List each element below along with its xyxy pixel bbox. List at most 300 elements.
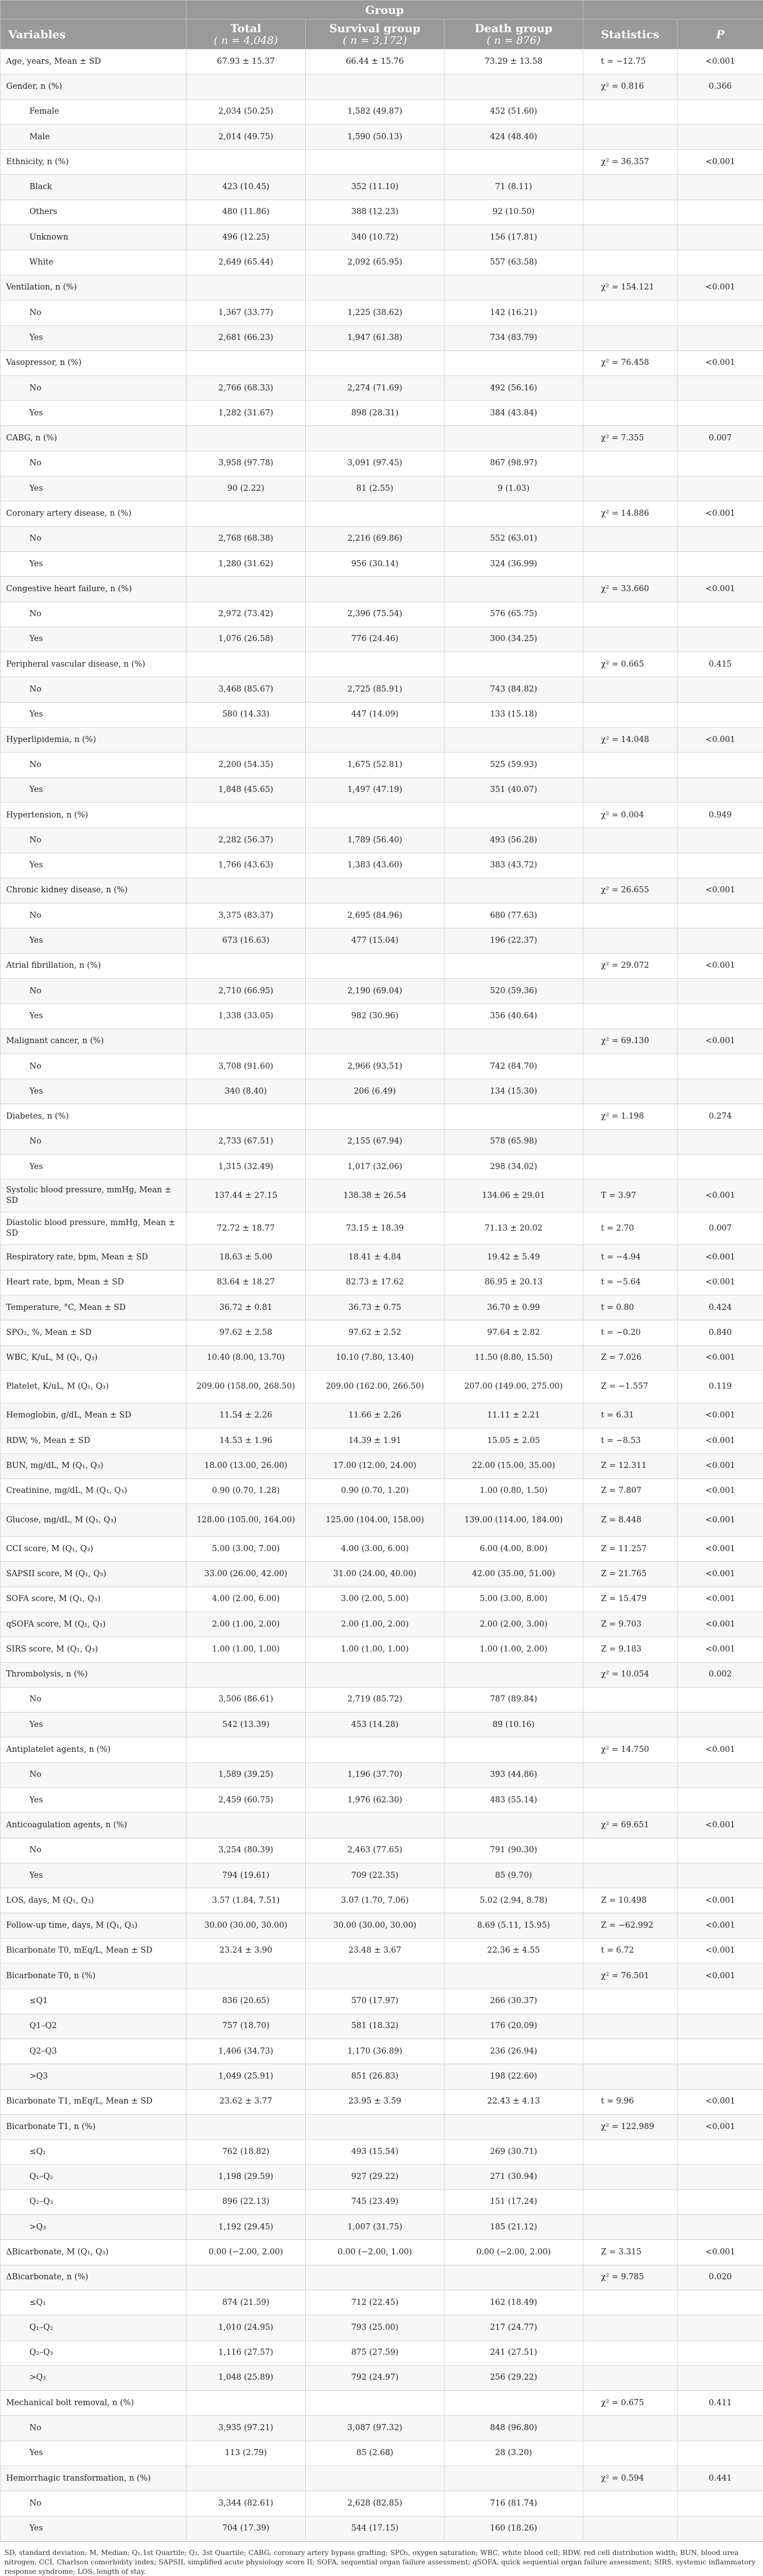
cell-survival: 570 (17.97) — [306, 1989, 444, 2014]
cell-death — [444, 1029, 583, 1054]
table-row — [1, 501, 763, 526]
cell-death — [444, 577, 583, 602]
cell-survival: 125.00 (104.00, 158.00) — [306, 1504, 444, 1537]
cell-p-value — [678, 451, 763, 476]
table-row — [1, 2290, 763, 2315]
cell-survival: 10.10 (7.80, 13.40) — [306, 1345, 444, 1370]
cell-total: 4.00 (2.00, 6.00) — [186, 1587, 306, 1612]
cell-total: 580 (14.33) — [186, 702, 306, 727]
cell-survival: 447 (14.09) — [306, 702, 444, 727]
cell-death: 151 (17.24) — [444, 2189, 583, 2214]
cell-p-value: <0.001 — [678, 150, 763, 175]
cell-p-value — [678, 2315, 763, 2340]
table-row — [1, 2165, 763, 2189]
cell-statistics: χ² = 36.357 — [583, 150, 678, 175]
cell-variable: ≤Q1 — [1, 1989, 186, 2014]
cell-statistics — [583, 526, 678, 551]
cell-survival — [306, 728, 444, 753]
cell-total — [186, 2265, 306, 2290]
cell-statistics — [583, 2014, 678, 2039]
cell-survival: 1,590 (50.13) — [306, 124, 444, 149]
cell-variable: >Q₃ — [1, 2365, 186, 2390]
cell-statistics — [583, 175, 678, 200]
cell-variable: Systolic blood pressure, mmHg, Mean ± SD — [1, 1180, 186, 1212]
cell-death: 6.00 (4.00, 8.00) — [444, 1537, 583, 1562]
cell-survival — [306, 577, 444, 602]
cell-death: 86.95 ± 20.13 — [444, 1270, 583, 1295]
cell-total: 1,406 (34.73) — [186, 2039, 306, 2064]
cell-p-value: <0.001 — [678, 577, 763, 602]
cell-p-value — [678, 1989, 763, 2014]
table-row — [1, 1713, 763, 1737]
cell-p-value: <0.001 — [678, 1938, 763, 1963]
cell-death: 89 (10.16) — [444, 1713, 583, 1737]
cell-statistics: Z = 3.315 — [583, 2240, 678, 2265]
cell-survival: 2,274 (71.69) — [306, 375, 444, 400]
cell-survival — [306, 2114, 444, 2139]
cell-total — [186, 802, 306, 827]
cell-survival: 1,976 (62.30) — [306, 1788, 444, 1813]
cell-p-value: <0.001 — [678, 1403, 763, 1428]
cell-variable: Diabetes, n (%) — [1, 1104, 186, 1129]
cell-variable: Female — [1, 99, 186, 124]
cell-statistics — [583, 903, 678, 928]
table-row — [1, 2265, 763, 2290]
cell-death: 36.70 ± 0.99 — [444, 1295, 583, 1320]
cell-survival: 206 (6.49) — [306, 1079, 444, 1104]
table-row — [1, 476, 763, 501]
cell-p-value — [678, 2516, 763, 2541]
cell-total — [186, 2114, 306, 2139]
cell-survival: 82.73 ± 17.62 — [306, 1270, 444, 1295]
cell-survival: 544 (17.15) — [306, 2516, 444, 2541]
cell-statistics — [583, 1989, 678, 2014]
cell-survival: 1,789 (56.40) — [306, 828, 444, 853]
cell-variable: No — [1, 1838, 186, 1863]
table-row — [1, 175, 763, 200]
cell-p-value — [678, 853, 763, 878]
table-row — [1, 577, 763, 602]
cell-death: 848 (96.80) — [444, 2416, 583, 2441]
cell-total: 3.57 (1.84, 7.51) — [186, 1888, 306, 1913]
table-row — [1, 1054, 763, 1079]
cell-total: 874 (21.59) — [186, 2290, 306, 2315]
cell-death: 156 (17.81) — [444, 225, 583, 250]
table-row — [1, 526, 763, 551]
cell-death: 452 (51.60) — [444, 99, 583, 124]
cell-variable: Hemoglobin, g/dL, Mean ± SD — [1, 1403, 186, 1428]
cell-p-value — [678, 1762, 763, 1787]
cell-total: 480 (11.86) — [186, 200, 306, 225]
cell-death — [444, 275, 583, 300]
cell-death: 2.00 (2.00, 3.00) — [444, 1612, 583, 1637]
cell-survival: 3,087 (97.32) — [306, 2416, 444, 2441]
cell-total: 36.72 ± 0.81 — [186, 1295, 306, 1320]
table-row — [1, 928, 763, 953]
cell-death: 483 (55.14) — [444, 1788, 583, 1813]
cell-death: 160 (18.26) — [444, 2516, 583, 2541]
cell-survival: 927 (29.22) — [306, 2165, 444, 2189]
cell-statistics — [583, 1788, 678, 1813]
cell-death: 576 (65.75) — [444, 602, 583, 627]
cell-total: 11.54 ± 2.26 — [186, 1403, 306, 1428]
cell-statistics — [583, 753, 678, 778]
cell-total: 794 (19.61) — [186, 1863, 306, 1888]
cell-variable: Ventilation, n (%) — [1, 275, 186, 300]
header-blank-left — [1, 1, 186, 19]
cell-survival: 17.00 (12.00, 24.00) — [306, 1454, 444, 1478]
cell-p-value — [678, 2365, 763, 2390]
table-row — [1, 627, 763, 652]
cell-total — [186, 1104, 306, 1129]
cell-statistics: t = 6.31 — [583, 1403, 678, 1428]
cell-total: 2,282 (56.37) — [186, 828, 306, 853]
cell-statistics — [583, 828, 678, 853]
cell-p-value — [678, 401, 763, 426]
cell-p-value: <0.001 — [678, 1454, 763, 1478]
cell-survival: 2.00 (1.00, 2.00) — [306, 1612, 444, 1637]
cell-death — [444, 2114, 583, 2139]
cell-total: 1,367 (33.77) — [186, 300, 306, 325]
cell-survival: 1,225 (38.62) — [306, 300, 444, 325]
cell-total: 2,710 (66.95) — [186, 978, 306, 1003]
cell-statistics: t = −4.94 — [583, 1245, 678, 1270]
cell-death: 383 (43.72) — [444, 853, 583, 878]
cell-survival: 776 (24.46) — [306, 627, 444, 652]
cell-p-value — [678, 1713, 763, 1737]
cell-death: 716 (81.74) — [444, 2491, 583, 2516]
cell-survival: 388 (12.23) — [306, 200, 444, 225]
cell-statistics — [583, 99, 678, 124]
cell-variable: LOS, days, M (Q₁, Q₃) — [1, 1888, 186, 1913]
cell-survival: 85 (2.68) — [306, 2441, 444, 2466]
cell-variable: No — [1, 2491, 186, 2516]
table-row — [1, 300, 763, 325]
cell-total: 3,506 (86.61) — [186, 1687, 306, 1712]
table-row — [1, 2240, 763, 2265]
cell-total: 67.93 ± 15.37 — [186, 49, 306, 74]
cell-statistics: χ² = 14.886 — [583, 501, 678, 526]
cell-statistics — [583, 2416, 678, 2441]
cell-variable: SAPSII score, M (Q₁, Q₃) — [1, 1562, 186, 1587]
table-row — [1, 2516, 763, 2541]
header-total-label: Total — [230, 22, 261, 35]
cell-death: 356 (40.64) — [444, 1004, 583, 1029]
cell-statistics: χ² = 154.121 — [583, 275, 678, 300]
cell-death: 73.29 ± 13.58 — [444, 49, 583, 74]
cell-variable: Mechanical bolt removal, n (%) — [1, 2391, 186, 2416]
cell-death: 9 (1.03) — [444, 476, 583, 501]
cell-survival: 1,170 (36.89) — [306, 2039, 444, 2064]
table-row — [1, 2189, 763, 2214]
cell-total: 673 (16.63) — [186, 928, 306, 953]
table-row — [1, 1478, 763, 1503]
cell-p-value: <0.001 — [678, 1537, 763, 1562]
cell-p-value — [678, 250, 763, 275]
cell-p-value — [678, 1004, 763, 1029]
cell-statistics: χ² = 76.458 — [583, 350, 678, 375]
cell-statistics — [583, 1079, 678, 1104]
cell-p-value: <0.001 — [678, 1029, 763, 1054]
cell-p-value — [678, 903, 763, 928]
cell-statistics: t = −12.75 — [583, 49, 678, 74]
cell-p-value — [678, 2215, 763, 2240]
cell-statistics: χ² = 29.072 — [583, 953, 678, 978]
cell-total: 496 (12.25) — [186, 225, 306, 250]
cell-death: 791 (90.30) — [444, 1838, 583, 1863]
cell-p-value — [678, 526, 763, 551]
cell-statistics — [583, 1762, 678, 1787]
table-body — [1, 49, 763, 2542]
cell-variable: Yes — [1, 551, 186, 576]
cell-variable: Heart rate, bpm, Mean ± SD — [1, 1270, 186, 1295]
cell-statistics: Z = −62.992 — [583, 1913, 678, 1938]
table-footnote: SD, standard deviation; M, Median; Q₁,1st Quartile; Q₃, 3st Quartile; CABG, coronary artery bypass grafting; SPO₂, oxygen saturation; WBC, white blood cell; RDW, red cell distribution width; BUN, blood urea nitrogen; CCI, Charlson comorbidity index; SAPSII, simplified acute physiology score II; SOFA, sequential organ failure assessment; qSOFA, quick sequential organ failure assessment; SIRS, systemic inflammatory response syndrome; LOS, length of stay. — [0, 2542, 763, 2576]
cell-death: 11.11 ± 2.21 — [444, 1403, 583, 1428]
table-row — [1, 953, 763, 978]
cell-variable: Others — [1, 200, 186, 225]
cell-death — [444, 2265, 583, 2290]
cell-death — [444, 728, 583, 753]
cell-variable: SPO₂, %, Mean ± SD — [1, 1320, 186, 1345]
cell-death: 520 (59.36) — [444, 978, 583, 1003]
table-row — [1, 1587, 763, 1612]
cell-death — [444, 2391, 583, 2416]
cell-p-value — [678, 1054, 763, 1079]
cell-variable: Diastolic blood pressure, mmHg, Mean ± SD — [1, 1212, 186, 1245]
cell-total — [186, 1029, 306, 1054]
cell-death — [444, 1104, 583, 1129]
cell-statistics — [583, 375, 678, 400]
cell-variable: Gender, n (%) — [1, 74, 186, 99]
cell-p-value — [678, 627, 763, 652]
cell-p-value — [678, 778, 763, 802]
cell-variable: Bicarbonate T0, mEq/L, Mean ± SD — [1, 1938, 186, 1963]
cell-statistics — [583, 2491, 678, 2516]
cell-total: 2,766 (68.33) — [186, 375, 306, 400]
cell-survival — [306, 652, 444, 677]
cell-survival — [306, 2466, 444, 2491]
cell-p-value — [678, 928, 763, 953]
cell-death — [444, 2466, 583, 2491]
cell-variable: Yes — [1, 702, 186, 727]
cell-survival: 2,966 (93.51) — [306, 1054, 444, 1079]
cell-statistics: χ² = 69.651 — [583, 1813, 678, 1838]
cell-total — [186, 426, 306, 451]
cell-survival — [306, 1964, 444, 1989]
table-row — [1, 200, 763, 225]
cell-p-value — [678, 1129, 763, 1154]
cell-death: 196 (22.37) — [444, 928, 583, 953]
cell-p-value: <0.001 — [678, 275, 763, 300]
cell-variable: Atrial fibrillation, n (%) — [1, 953, 186, 978]
cell-p-value — [678, 2491, 763, 2516]
cell-statistics: χ² = 0.665 — [583, 652, 678, 677]
table-row — [1, 1345, 763, 1370]
cell-p-value: <0.001 — [678, 1913, 763, 1938]
cell-statistics — [583, 2215, 678, 2240]
cell-variable: Hypertension, n (%) — [1, 802, 186, 827]
table-row — [1, 426, 763, 451]
cell-death: 298 (34.02) — [444, 1155, 583, 1180]
cell-p-value — [678, 375, 763, 400]
cell-death: 5.02 (2.94, 8.78) — [444, 1888, 583, 1913]
cell-death: 71.13 ± 20.02 — [444, 1212, 583, 1245]
cell-survival: 2,695 (84.96) — [306, 903, 444, 928]
cell-total: 1,280 (31.62) — [186, 551, 306, 576]
cell-statistics: χ² = 14.048 — [583, 728, 678, 753]
cell-survival — [306, 953, 444, 978]
cell-p-value: 0.020 — [678, 2265, 763, 2290]
cell-death: 22.36 ± 4.55 — [444, 1938, 583, 1963]
cell-statistics: χ² = 1.198 — [583, 1104, 678, 1129]
cell-variable: CCI score, M (Q₁, Q₃) — [1, 1537, 186, 1562]
table-row — [1, 225, 763, 250]
cell-death: 492 (56.16) — [444, 375, 583, 400]
cell-survival: 18.41 ± 4.84 — [306, 1245, 444, 1270]
cell-survival: 3,091 (97.45) — [306, 451, 444, 476]
cell-p-value — [678, 828, 763, 853]
cell-statistics — [583, 2365, 678, 2390]
table-row — [1, 1295, 763, 1320]
cell-death — [444, 1737, 583, 1762]
cell-total — [186, 1662, 306, 1687]
table-row — [1, 1079, 763, 1104]
cell-death: 139.00 (114.00, 184.00) — [444, 1504, 583, 1537]
table-row — [1, 1155, 763, 1180]
cell-death: 1.00 (1.00, 2.00) — [444, 1637, 583, 1662]
cell-total: 1.00 (1.00, 1.00) — [186, 1637, 306, 1662]
header-blank-right — [583, 1, 763, 19]
table-row — [1, 250, 763, 275]
cell-statistics: Z = 12.311 — [583, 1454, 678, 1478]
cell-survival: 2,216 (69.86) — [306, 526, 444, 551]
cell-p-value — [678, 551, 763, 576]
cell-death: 185 (21.12) — [444, 2215, 583, 2240]
cell-death — [444, 426, 583, 451]
cell-variable: No — [1, 526, 186, 551]
cell-p-value — [678, 99, 763, 124]
cell-p-value: <0.001 — [678, 1737, 763, 1762]
cell-death — [444, 878, 583, 903]
cell-survival: 97.62 ± 2.52 — [306, 1320, 444, 1345]
cell-statistics: χ² = 76.501 — [583, 1964, 678, 1989]
cell-statistics — [583, 1863, 678, 1888]
cell-total: 137.44 ± 27.15 — [186, 1180, 306, 1212]
cell-survival: 2,190 (69.04) — [306, 978, 444, 1003]
cell-survival — [306, 1029, 444, 1054]
cell-p-value — [678, 225, 763, 250]
cell-death — [444, 74, 583, 99]
cell-variable: Coronary artery disease, n (%) — [1, 501, 186, 526]
cell-statistics: t = 2.70 — [583, 1212, 678, 1245]
cell-death: 525 (59.93) — [444, 753, 583, 778]
cell-survival — [306, 802, 444, 827]
cell-p-value — [678, 1863, 763, 1888]
cell-total: 2,733 (67.51) — [186, 1129, 306, 1154]
cell-p-value — [678, 1155, 763, 1180]
cell-statistics — [583, 2441, 678, 2466]
cell-statistics — [583, 778, 678, 802]
cell-p-value: 0.007 — [678, 426, 763, 451]
cell-total: 2.00 (1.00, 2.00) — [186, 1612, 306, 1637]
cell-p-value — [678, 978, 763, 1003]
cell-death: 42.00 (35.00, 51.00) — [444, 1562, 583, 1587]
table-row — [1, 1029, 763, 1054]
table-row — [1, 2466, 763, 2491]
cell-total: 1,192 (29.45) — [186, 2215, 306, 2240]
cell-total: 33.00 (26.00, 42.00) — [186, 1562, 306, 1587]
cell-p-value: <0.001 — [678, 1637, 763, 1662]
cell-statistics: χ² = 0.816 — [583, 74, 678, 99]
table-row — [1, 853, 763, 878]
cell-p-value: <0.001 — [678, 49, 763, 74]
cell-total: 2,768 (68.38) — [186, 526, 306, 551]
cell-total: 2,649 (65.44) — [186, 250, 306, 275]
table-row — [1, 1429, 763, 1454]
header-survival-label: Survival group — [329, 22, 420, 35]
cell-variable: No — [1, 300, 186, 325]
cell-survival — [306, 2265, 444, 2290]
table-row — [1, 1180, 763, 1212]
cell-statistics — [583, 300, 678, 325]
cell-death: 787 (89.84) — [444, 1687, 583, 1712]
cell-survival: 477 (15.04) — [306, 928, 444, 953]
cell-death: 11.50 (8.80, 15.50) — [444, 1345, 583, 1370]
cell-variable: Black — [1, 175, 186, 200]
cell-statistics — [583, 2064, 678, 2089]
cell-survival: 1,497 (47.19) — [306, 778, 444, 802]
table-row — [1, 778, 763, 802]
cell-variable: No — [1, 978, 186, 1003]
table-row — [1, 1370, 763, 1403]
cell-statistics: χ² = 33.660 — [583, 577, 678, 602]
cell-total: 2,034 (50.25) — [186, 99, 306, 124]
cell-total — [186, 1813, 306, 1838]
cell-survival: 709 (22.35) — [306, 1863, 444, 1888]
cell-total — [186, 501, 306, 526]
cell-variable: Malignant cancer, n (%) — [1, 1029, 186, 1054]
cell-total: 2,200 (54.35) — [186, 753, 306, 778]
header-total-n: ( n = 4,048) — [186, 34, 305, 47]
cell-death — [444, 1964, 583, 1989]
cell-survival: 3.00 (2.00, 5.00) — [306, 1587, 444, 1612]
cell-variable: Yes — [1, 1788, 186, 1813]
cell-variable: Yes — [1, 401, 186, 426]
cell-survival: 0.00 (−2.00, 1.00) — [306, 2240, 444, 2265]
cell-statistics: Z = 7.807 — [583, 1478, 678, 1503]
cell-statistics — [583, 2039, 678, 2064]
cell-total: 10.40 (8.00, 13.70) — [186, 1345, 306, 1370]
table-row — [1, 2365, 763, 2390]
cell-variable: Age, years, Mean ± SD — [1, 49, 186, 74]
cell-p-value — [678, 124, 763, 149]
table-row — [1, 1687, 763, 1712]
table-row — [1, 275, 763, 300]
table-row — [1, 903, 763, 928]
cell-death: 384 (43.84) — [444, 401, 583, 426]
cell-variable: RDW, %, Mean ± SD — [1, 1429, 186, 1454]
cell-total: 18.00 (13.00, 26.00) — [186, 1454, 306, 1478]
cell-variable: Glucose, mg/dL, M (Q₁, Q₃) — [1, 1504, 186, 1537]
cell-variable: Platelet, K/uL, M (Q₁, Q₃) — [1, 1370, 186, 1403]
table-row — [1, 1454, 763, 1478]
cell-survival — [306, 350, 444, 375]
cell-death: 15.05 ± 2.05 — [444, 1429, 583, 1454]
cell-statistics: χ² = 0.594 — [583, 2466, 678, 2491]
cell-variable: BUN, mg/dL, M (Q₁, Q₃) — [1, 1454, 186, 1478]
cell-total — [186, 74, 306, 99]
